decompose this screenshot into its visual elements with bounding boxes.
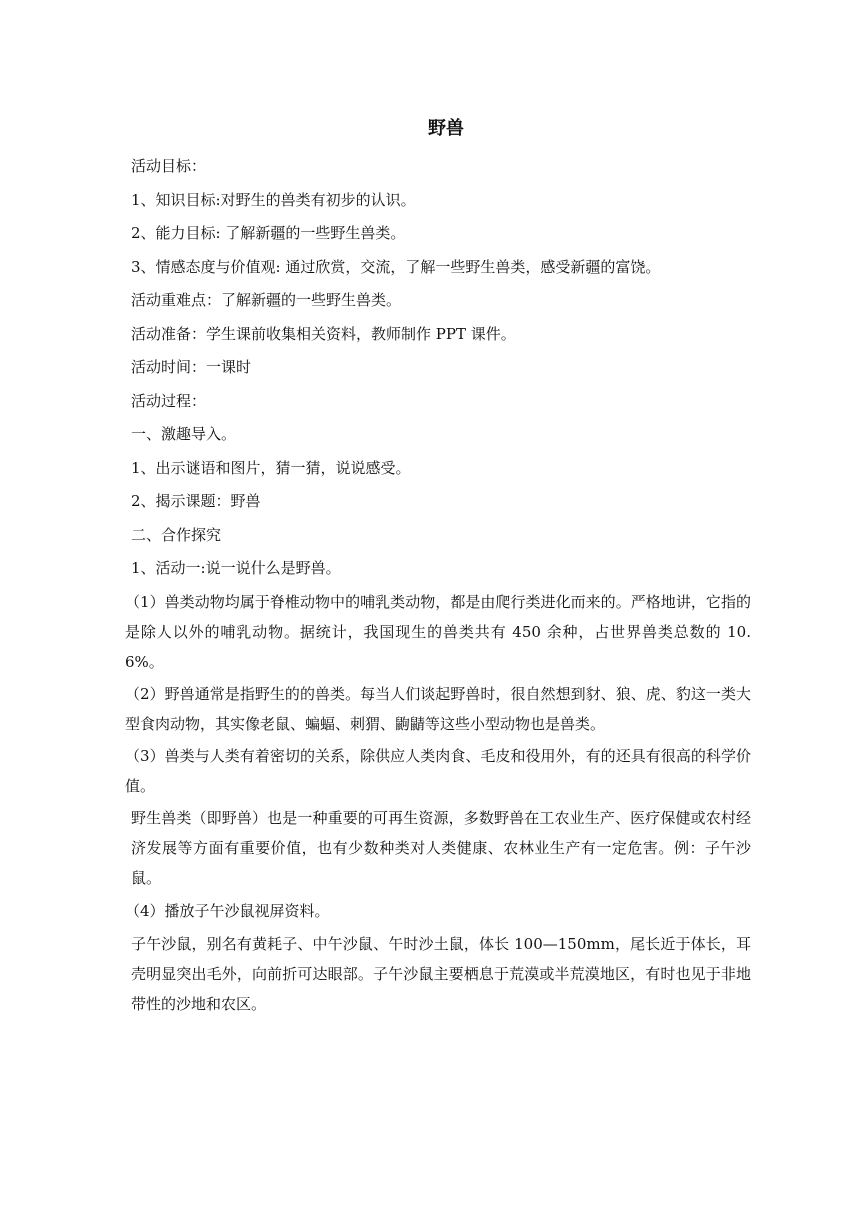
preparation: 活动准备：学生课前收集相关资料，教师制作 PPT 课件。 [131, 324, 516, 343]
goals-heading: 活动目标： [131, 157, 207, 175]
paragraph-relationship: （3）兽类与人类有着密切的关系，除供应人类肉食、毛皮和役用外，有的还具有很高的科学价值。 [125, 746, 751, 795]
section-intro: 一、激趣导入。 [131, 425, 237, 443]
key-points: 活动重难点：了解新疆的一些野生兽类。 [131, 291, 402, 309]
paragraph-mammals: （1）兽类动物均属于脊椎动物中的哺乳类动物，都是由爬行类进化而来的。严格地讲，它指的是除人以外的哺乳动物。据统计，我国现生的兽类共有 450 余种，占世界兽类总数的 10.6%。 [125, 592, 751, 671]
step-reveal-topic: 2、揭示课题：野兽 [131, 492, 261, 510]
goal-knowledge: 1、知识目标:对野生的兽类有初步的认识。 [131, 190, 416, 209]
paragraph-gerbil: 子午沙鼠，别名有黄耗子、中午沙鼠、午时沙土鼠，体长 100—150mm，尾长近于体长，耳壳明显突出毛外，向前折可达眼部。子午沙鼠主要栖息于荒漠或半荒漠地区，有时也见于非地带性的沙地和农区。 [131, 935, 751, 1013]
goal-ability: 2、能力目标: 了解新疆的一些野生兽类。 [131, 224, 406, 242]
activity-one: 1、活动一:说一说什么是野兽。 [131, 559, 341, 577]
activity-time: 活动时间：一课时 [131, 358, 252, 376]
paragraph-wild-beasts: （2）野兽通常是指野生的的兽类。每当人们谈起野兽时，很自然想到豺、狼、虎、豹这一类大型食肉动物，其实像老鼠、蝙蝠、刺猬、鼩鼱等这些小型动物也是兽类。 [125, 684, 751, 733]
document-page [125, 116, 751, 1021]
process-heading: 活动过程： [131, 391, 207, 410]
section-explore: 二、合作探究 [131, 525, 222, 544]
paragraph-video: （4）播放子午沙鼠视屏资料。 [125, 901, 330, 920]
goal-attitude: 3、情感态度与价值观: 通过欣赏，交流，了解一些野生兽类，感受新疆的富饶。 [131, 257, 661, 276]
document-title: 野兽 [428, 118, 464, 139]
paragraph-resource: 野生兽类（即野兽）也是一种重要的可再生资源，多数野兽在工农业生产、医疗保健或农村经济发展等方面有重要价值，也有少数种类对人类健康、农林业生产有一定危害。例：子午沙鼠。 [131, 808, 751, 887]
step-riddle: 1、出示谜语和图片，猜一猜，说说感受。 [131, 458, 411, 477]
